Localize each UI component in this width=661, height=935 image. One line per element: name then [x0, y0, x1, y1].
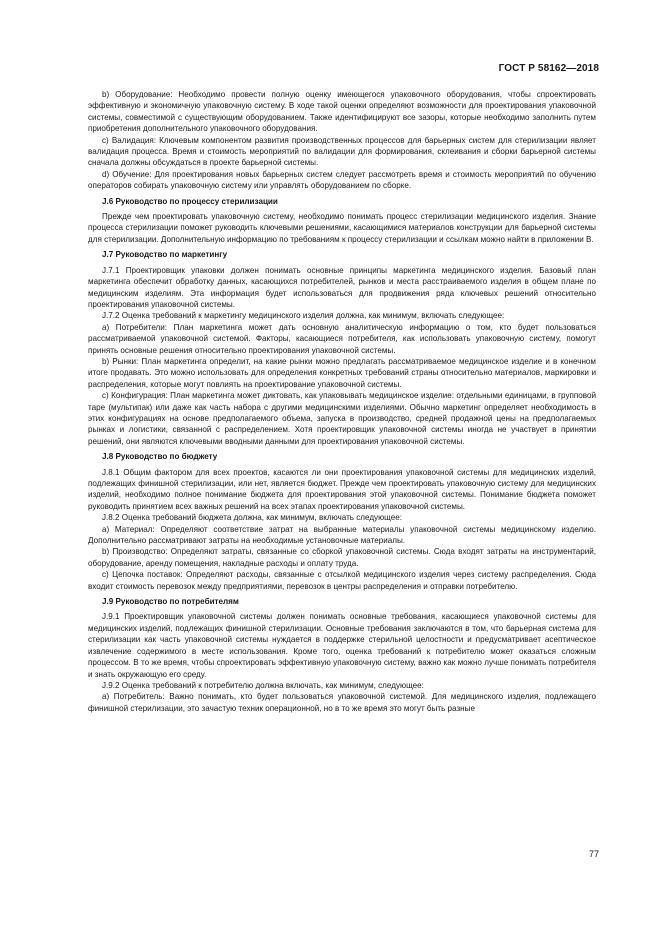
paragraph: c) Цепочка поставок: Определяют расходы, связанные с отсылкой медицинского изделия через систему распределения. Сюда входит стоимость перевозок между предприятиями, перевозок в центры распределения и отправки потребителю.: [88, 570, 596, 591]
paragraph: J.9.1 Проектировщик упаковочной системы должен понимать основные требования, касающиеся упаковочной системы для медицинских изделий, подлежащих финишной стерилизации. Основные требования заключаются в том, что барьерная система для стерилизации как часть упаковочной системы нуждается в поддержке стерильной целостности и предусматривает асептическое извлечение содержимого в месте использования. Кроме того, оценка требований к потребителю может оказаться сложным процессом. В то же время, чтобы спроектировать эффективную упаковочную систему, важно как можно лучше понимать потребителя и знать окружающую его среду.: [88, 612, 596, 679]
body-text: [88, 89, 596, 714]
paragraph: c) Конфигурация: План маркетинга может диктовать, как упаковывать медицинское изделие: отдельными единицами, в групповой таре (мультипак) или даже как часть набора с другими медицинскими изделиями. Обычно маркетинг определяет необходимость в этих конфигурациях на основе предполагаемого объема, запуска в производство, средней продажной цены на предполагаемых рынках и логистики, связанной с распределением. Хотя проектировщик упаковочной системы иногда не участвует в принятии решений, они являются ключевыми вводными данными для проектирования упаковочной системы.: [88, 391, 596, 446]
paragraph: J.8.1 Общим фактором для всех проектов, касаются ли они проектирования упаковочной системы для медицинских изделий, подлежащих финишной стерилизации, или нет, является бюджет. Прежде чем проектировать упаковочную систему для медицинских изделий, необходимо полное понимание бюджета для проектирования этой упаковочной системы. Понимание бюджета поможет руководить принятием всех важных решений на всех этапах проектирования упаковочной системы.: [88, 467, 596, 511]
paragraph: b) Производство: Определяют затраты, связанные со сборкой упаковочной системы. Сюда входят затраты на инструментарий, оборудование, аренду помещения, накладные расходы и оплату труда.: [88, 547, 596, 568]
paragraph: Прежде чем проектировать упаковочную систему, необходимо понимать процесс стерилизации медицинского изделия. Знание процесса стерилизации поможет руководить ключевыми решениями, касающимися материалов конструкции для барьерной системы для стерилизации. Дополнительную информацию по требованиям к процессу стерилизации и ссылкам можно найти в приложении В.: [88, 212, 596, 244]
section-heading: J.7 Руководство по маркетингу: [102, 250, 228, 260]
paragraph: J.7.2 Оценка требований к маркетингу медицинского изделия должна, как минимум, включать следующее:: [102, 311, 505, 321]
section-heading: J.9 Руководство по потребителям: [102, 597, 239, 607]
paragraph: a) Потребители: План маркетинга может дать основную аналитическую информацию о том, кто будет пользоваться рассматриваемой упаковочной системой. Факторы, касающиеся потребителя, как использовать упаковочную систему, помогут принять основные решения относительно проектирования упаковочной системы.: [88, 322, 596, 355]
paragraph: b) Рынки: План маркетинга определит, на какие рынки можно предлагать рассматриваемое медицинское изделие и в конечном итоге продавать. Это можно использовать для определения конкретных требований страны относительно материалов, маркировки и распределения, которые могут повлиять на проектирование упаковочной системы.: [88, 356, 596, 389]
document-id-header: ГОСТ Р 58162—2018: [498, 63, 599, 74]
paragraph: a) Потребитель: Важно понимать, кто будет пользоваться упаковочной системой. Для медицинского изделия, подлежащего финишной стерилизации, это зачастую техник операционной, но в то же время это могут быть разные: [88, 692, 596, 713]
section-heading: J.6 Руководство по процессу стерилизации: [102, 196, 278, 206]
paragraph: J.9.2 Оценка требований к потребителю должна включать, как минимум, следующее:: [102, 680, 424, 690]
page-number: 77: [588, 849, 599, 859]
paragraph: a) Материал: Определяют соответствие затрат на выбранные материалы упаковочной системы медицинскому изделию. Дополнительно рассматривают затраты на необходимые установочные материалы.: [88, 524, 596, 546]
section-heading: J.8 Руководство по бюджету: [102, 452, 218, 462]
paragraph: J.7.1 Проектировщик упаковки должен понимать основные принципы маркетинга медицинского изделия. Базовый план маркетинга обеспечит обработку данных, касающихся потребителей, рынков и места расстраиваемого изделия в общем плане по медицинским изделиям. Эта информация будет использоваться для продвижения ряда ключевых решений относительно проектирования упаковочной системы.: [88, 265, 596, 309]
paragraph: d) Обучение: Для проектирования новых барьерных систем следует рассмотреть время и стоимость мероприятий по обучению операторов собирать упаковочную систему или управлять оборудованием по сборке.: [88, 169, 596, 191]
paragraph: c) Валидация: Ключевым компонентом развития производственных процессов для барьерных систем для стерилизации являет валидация процесса. Время и стоимость мероприятий по валидации для формирования, склеивания и сборки барьерной системы сначала должны обсуждаться в проекте барьерной системы.: [88, 135, 596, 168]
paragraph: J.8.2 Оценка требований бюджета должна, как минимум, включать следующее:: [102, 513, 402, 523]
paragraph: b) Оборудование: Необходимо провести полную оценку имеющегося упаковочного оборудования, чтобы спроектировать эффективную и экономичную упаковочную систему. В ходе такой оценки определяют возможности для проектирования упаковочной системы, совместимой с существующим оборудованием. Также идентифицируют все зазоры, которые необходимо заполнить путем приобретения дополнительного упаковочного оборудования.: [88, 90, 596, 134]
